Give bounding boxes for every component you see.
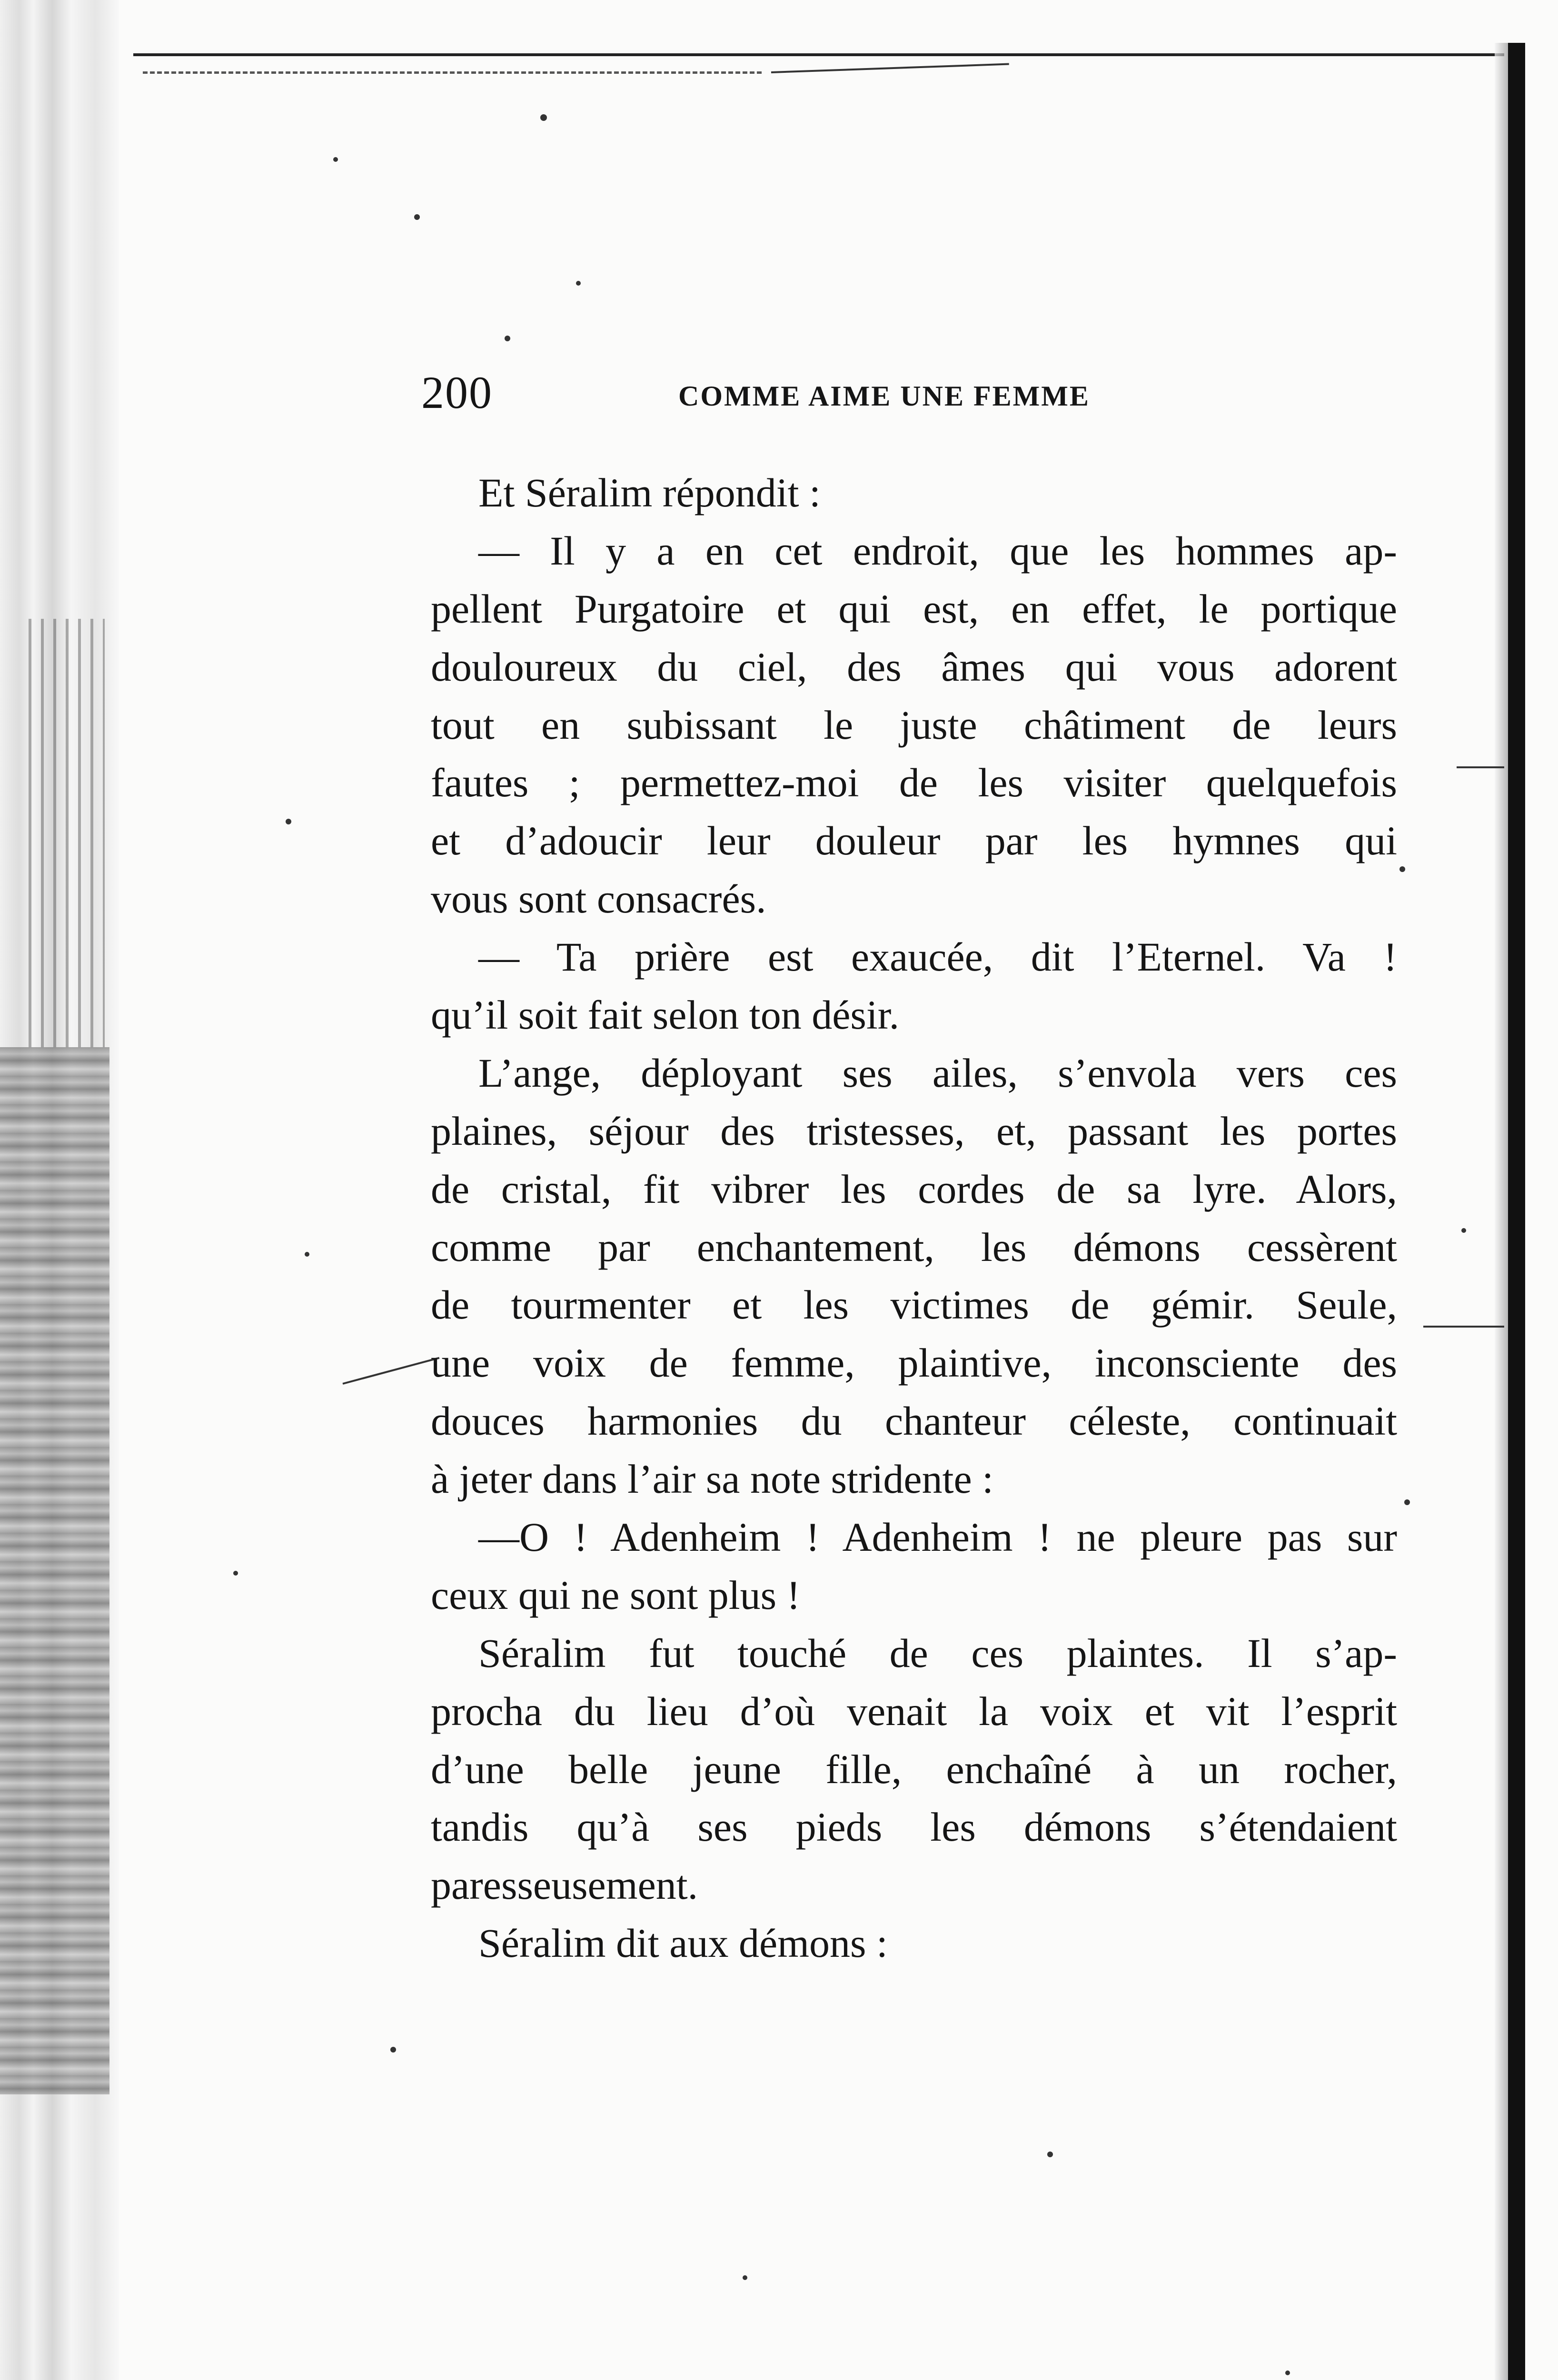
text-line: fautes ; permettez-moi de les visiter quelquefois <box>431 760 1397 806</box>
scan-speck <box>414 214 420 220</box>
stray-pen-stroke <box>342 1357 439 1385</box>
stray-pen-stroke <box>1457 766 1504 768</box>
text-line: et d’adoucir leur douleur par les hymnes qui <box>431 818 1397 864</box>
scan-speck <box>505 336 510 341</box>
text-line: de tourmenter et les victimes de gémir. Seule, <box>431 1282 1397 1328</box>
text-line: plaines, séjour des tristesses, et, passant les portes <box>431 1108 1397 1154</box>
scan-speck <box>286 819 291 824</box>
scan-speck <box>743 2275 747 2280</box>
stray-pen-stroke <box>1423 1326 1504 1328</box>
body-text <box>431 464 1397 1973</box>
text-line: douces harmonies du chanteur céleste, continuait <box>431 1398 1397 1444</box>
scan-speck <box>1404 1499 1410 1505</box>
scan-speck <box>1399 866 1405 872</box>
scan-speck <box>390 2047 396 2053</box>
scan-speck <box>333 157 338 162</box>
page-number: 200 <box>421 367 493 418</box>
text-line: Séralim dit aux démons : <box>478 1920 888 1966</box>
text-line: pellent Purgatoire et qui est, en effet, le portique <box>431 585 1397 632</box>
text-line: tandis qu’à ses pieds les démons s’étendaient <box>431 1804 1397 1850</box>
scan-speck <box>1461 1228 1466 1233</box>
text-line: Et Séralim répondit : <box>478 470 821 516</box>
text-line: vous sont consacrés. <box>431 876 766 922</box>
text-line: d’une belle jeune fille, enchaîné à un rocher, <box>431 1746 1397 1792</box>
text-line: paresseusement. <box>431 1862 698 1908</box>
scan-speck <box>1047 2152 1053 2157</box>
text-line: à jeter dans l’air sa note stridente : <box>431 1456 994 1502</box>
scan-speck <box>1285 2370 1290 2375</box>
text-line: ceux qui ne sont plus ! <box>431 1572 801 1618</box>
top-rule-line <box>133 53 1504 56</box>
scan-speck <box>233 1571 238 1576</box>
running-head-title: COMME AIME UNE FEMME <box>678 380 1090 412</box>
top-dashed-line <box>143 71 762 74</box>
running-head <box>421 367 1421 419</box>
text-line: — Ta prière est exaucée, dit l’Eternel. Va ! <box>478 934 1397 980</box>
text-line: comme par enchantement, les démons cessèrent <box>431 1224 1397 1270</box>
scan-speck <box>540 114 547 121</box>
stray-pen-stroke <box>771 63 1009 73</box>
text-line: de cristal, fit vibrer les cordes de sa lyre. Alors, <box>431 1166 1397 1212</box>
binding-edge <box>1508 43 1525 2380</box>
scan-gutter-lines <box>29 619 105 1047</box>
text-line: —O ! Adenheim ! Adenheim ! ne pleure pas sur <box>478 1514 1397 1560</box>
text-line: douloureux du ciel, des âmes qui vous adorent <box>431 644 1397 690</box>
text-line: qu’il soit fait selon ton désir. <box>431 992 900 1038</box>
text-line: — Il y a en cet endroit, que les hommes ap- <box>478 527 1397 574</box>
scan-speck <box>305 1252 309 1257</box>
scan-gutter-dark-band <box>0 1047 109 2094</box>
text-line: Séralim fut touché de ces plaintes. Il s’ap- <box>478 1630 1397 1676</box>
text-line: L’ange, déployant ses ailes, s’envola vers ces <box>478 1050 1397 1096</box>
text-line: tout en subissant le juste châtiment de leurs <box>431 702 1397 748</box>
binding-edge-shadow <box>1495 43 1508 2380</box>
scan-speck <box>576 281 581 286</box>
text-line: procha du lieu d’où venait la voix et vit l’esprit <box>431 1688 1397 1734</box>
text-line: une voix de femme, plaintive, inconsciente des <box>431 1340 1397 1386</box>
